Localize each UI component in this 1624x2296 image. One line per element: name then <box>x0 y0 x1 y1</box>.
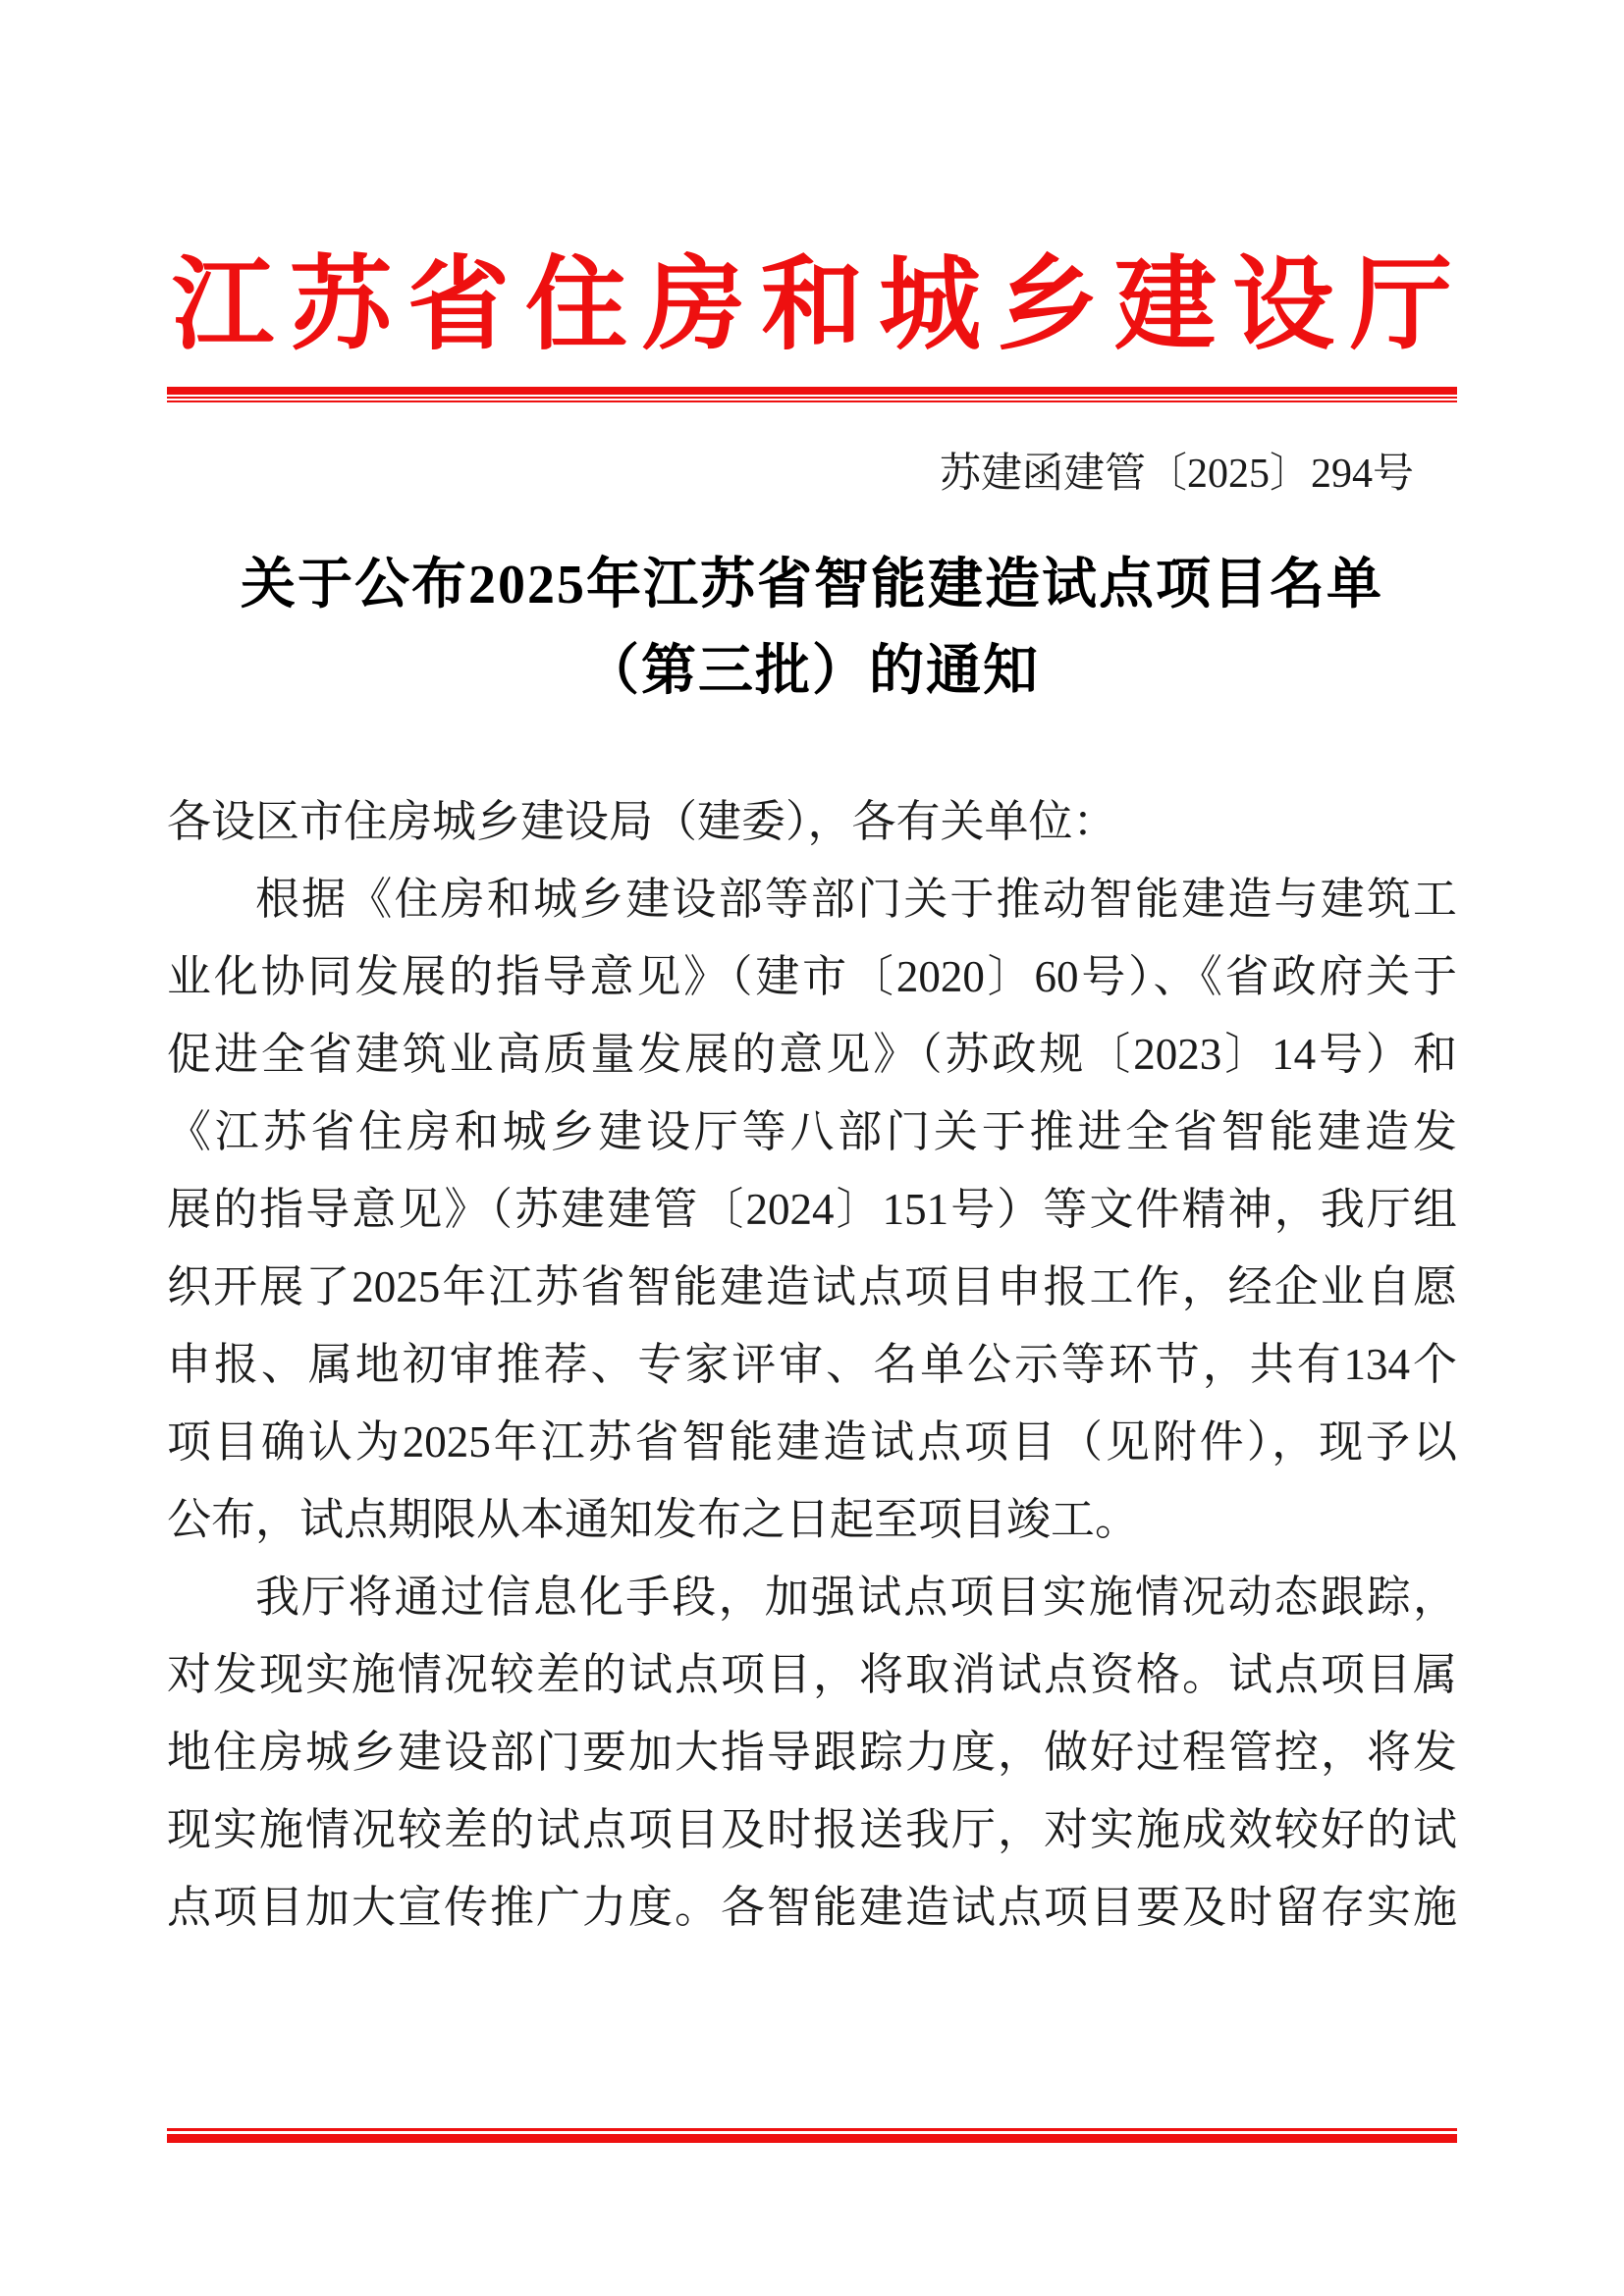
body-line-salutation: 各设区市住房城乡建设局（建委），各有关单位： <box>167 797 1117 847</box>
separator-thick-bar <box>167 2134 1457 2143</box>
body-line: 促进全省建筑业高质量发展的意见》（苏政规〔2023〕14号）和 <box>167 1030 1457 1080</box>
body-line: 业化协同发展的指导意见》（建市〔2020〕60号）、《省政府关于 <box>167 952 1457 1002</box>
notice-body <box>0 783 1624 1947</box>
body-line: 我厅将通过信息化手段，加强试点项目实施情况动态跟踪， <box>255 1573 1457 1623</box>
body-line: 公布，试点期限从本通知发布之日起至项目竣工。 <box>167 1495 1140 1545</box>
body-line: 织开展了2025年江苏省智能建造试点项目申报工作，经企业自愿 <box>167 1262 1457 1312</box>
notice-title-line-2: （第三批）的通知 <box>584 641 1040 703</box>
body-line: 点项目加大宣传推广力度。各智能建造试点项目要及时留存实施 <box>167 1883 1457 1933</box>
notice-title <box>0 542 1624 715</box>
notice-title-line-1: 关于公布2025年江苏省智能建造试点项目名单 <box>241 555 1383 616</box>
document-reference-number: 苏建函建管〔2025〕294号 <box>939 451 1414 497</box>
body-line: 《江苏省住房和城乡建设厅等八部门关于推进全省智能建造发 <box>167 1107 1457 1157</box>
body-line: 项目确认为2025年江苏省智能建造试点项目（见附件），现予以 <box>167 1417 1457 1468</box>
body-line: 对发现实施情况较差的试点项目，将取消试点资格。试点项目属 <box>167 1650 1457 1700</box>
body-line: 申报、属地初审推荐、专家评审、名单公示等环节，共有134个 <box>167 1340 1457 1390</box>
separator-thick-bar <box>167 387 1457 395</box>
red-separator-top <box>167 387 1457 402</box>
body-line: 展的指导意见》（苏建建管〔2024〕151号）等文件精神，我厅组 <box>167 1185 1457 1235</box>
separator-thin-rule <box>167 400 1457 402</box>
body-line: 根据《住房和城乡建设部等部门关于推动智能建造与建筑工 <box>255 875 1457 925</box>
agency-masthead: 江苏省住房和城乡建设厅 <box>171 249 1468 362</box>
body-line: 现实施情况较差的试点项目及时报送我厅，对实施成效较好的试 <box>167 1805 1457 1855</box>
body-line: 地住房城乡建设部门要加大指导跟踪力度，做好过程管控，将发 <box>167 1728 1457 1778</box>
red-separator-bottom <box>167 2128 1457 2143</box>
